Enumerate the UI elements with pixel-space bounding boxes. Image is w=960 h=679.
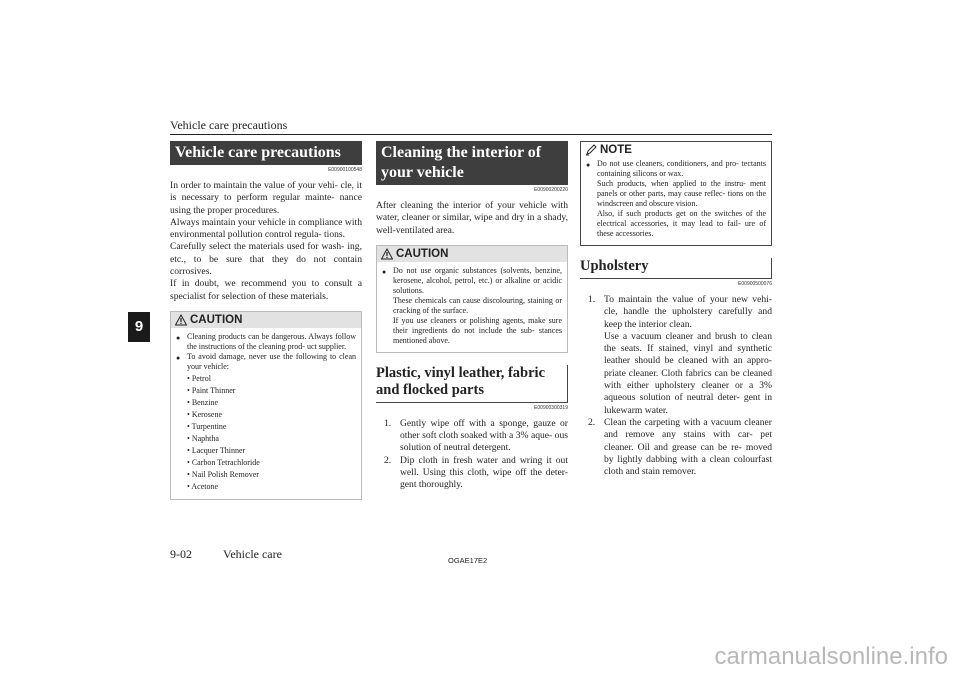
caution-label: CAUTION — [396, 247, 449, 260]
bullet-icon: ● — [176, 353, 181, 362]
caution-box — [376, 245, 568, 353]
page-header: Vehicle care precautions — [170, 118, 288, 132]
paragraph: In order to maintain the value of your vehi- cle, it is necessary to perform regular mainte- nance using the proper procedures. — [170, 180, 362, 216]
watermark: carmanualsonline.info — [714, 643, 948, 670]
steps-list — [580, 294, 772, 478]
list-item: • Kerosene — [187, 409, 356, 421]
list-item: • Lacquer Thinner — [187, 445, 356, 457]
caution-text: These chemicals can cause discolouring, staining or cracking of the surface. — [393, 295, 562, 315]
note-label: NOTE — [600, 144, 632, 156]
caution-header — [377, 246, 567, 262]
caution-text: To avoid damage, never use the following to clean your vehicle: — [187, 351, 356, 371]
caution-text: Do not use organic substances (solvents, benzine, kerosene, alcohol, petrol, etc.) or alkaline or acidic solutions. — [393, 265, 562, 295]
bullet-icon: ● — [586, 161, 591, 169]
chapter-tab: 9 — [128, 312, 150, 342]
caution-text: If you use cleaners or polishing agents, make sure their ingredients do not include the sub- stances mentioned above. — [393, 315, 562, 345]
column-1 — [170, 141, 362, 500]
paragraph: If in doubt, we recommend you to consult a specialist for selection of these materials. — [170, 278, 362, 302]
pencil-icon — [585, 144, 597, 156]
list-item: • Naphtha — [187, 433, 356, 445]
section-title-upholstery: Upholstery — [580, 258, 772, 279]
list-item: • Carbon Tetrachloride — [187, 457, 356, 469]
header-rule — [170, 134, 772, 135]
list-item: 1. To maintain the value of your new vehi- cle, handle the upholstery carefully and keep the interior clean. Use a vacuum cleaner and brush to clean the seats. If stained, vinyl and synthetic leather should be cleaned with an appro- priate cleaner. Cloth fabrics can be cleaned with either upholstery cleaner or a 3% aqueous solution of neutral deter- gent in lukewarm water. — [588, 294, 772, 416]
note-box — [580, 141, 772, 246]
paragraph: After cleaning the interior of your vehicle with water, cleaner or similar, wipe and dry in a shady, well-ventilated area. — [376, 200, 568, 236]
caution-text: Cleaning products can be dangerous. Always follow the instructions of the cleaning prod- uct supplier. — [187, 331, 356, 351]
plastic-section — [376, 365, 568, 492]
steps-list — [376, 418, 568, 492]
list-item: • Turpentine — [187, 421, 356, 433]
page-number: 9-02 — [170, 547, 192, 561]
caution-body — [171, 328, 361, 499]
caution-label: CAUTION — [190, 313, 243, 326]
upholstery-section — [580, 258, 772, 478]
column-2 — [376, 141, 568, 492]
caution-body — [377, 262, 567, 352]
section-title-plastic: Plastic, vinyl leather, fabric and flocked parts — [376, 365, 568, 403]
footer-code: OGAE17E2 — [448, 556, 488, 565]
note-text: Also, if such products get on the switches of the electrical accessories, it may lead to fail- ure of these accessories. — [597, 209, 766, 238]
caution-item — [382, 266, 562, 346]
column-3 — [580, 141, 772, 478]
warning-icon — [175, 314, 187, 326]
list-item: 2. Clean the carpeting with a vacuum cleaner and remove any stains with car- pet cleaner. Oil and grease can be re- moved by lightly dabbing with a clean colourfast cloth and stain remover. — [588, 416, 772, 478]
note-header — [581, 142, 771, 158]
caution-item — [176, 332, 356, 352]
list-item: 1. Gently wipe off with a sponge, gauze or other soft cloth soaked with a 3% aque- ous solution of neutral detergent. — [384, 417, 568, 454]
warning-icon — [381, 248, 393, 260]
section-code: E00900500076 — [738, 281, 772, 287]
list-item: • Nail Polish Remover — [187, 469, 356, 481]
substance-list — [187, 373, 356, 493]
section-code: E00900300319 — [534, 404, 568, 411]
caution-header — [171, 312, 361, 328]
note-text: Such products, when applied to the instru- ment panels or other parts, may cause reflec- tions on the windscreen and obscure vision. — [597, 179, 766, 208]
paragraph: Carefully select the materials used for wash- ing, etc., to be sure that they do not contain corrosives. — [170, 241, 362, 278]
note-item — [586, 159, 766, 239]
list-item: 2. Dip cloth in fresh water and wring it out well. Using this cloth, wipe off the deter- gent thoroughly. — [384, 454, 568, 491]
section-title-cleaning-interior: Cleaning the interior of your vehicle — [376, 141, 568, 185]
list-item: • Petrol — [187, 373, 356, 385]
section-code: E00900100548 — [328, 167, 362, 173]
note-body — [581, 158, 771, 245]
paragraph: Always maintain your vehicle in compliance with environmental pollution control regula- tions. — [170, 216, 362, 241]
bullet-icon: ● — [176, 333, 181, 342]
caution-box — [170, 311, 362, 500]
list-item: • Benzine — [187, 397, 356, 409]
bullet-icon: ● — [382, 267, 387, 276]
list-item: • Paint Thinner — [187, 385, 356, 397]
note-text: Do not use cleaners, conditioners, and pro- tectants containing silicons or wax. — [597, 159, 766, 178]
section-title-vehicle-care: Vehicle care precautions — [170, 141, 362, 165]
footer-section: Vehicle care — [223, 547, 282, 561]
section-code: E00900200220 — [534, 187, 568, 193]
list-item: • Acetone — [187, 481, 356, 493]
caution-item — [176, 352, 356, 493]
